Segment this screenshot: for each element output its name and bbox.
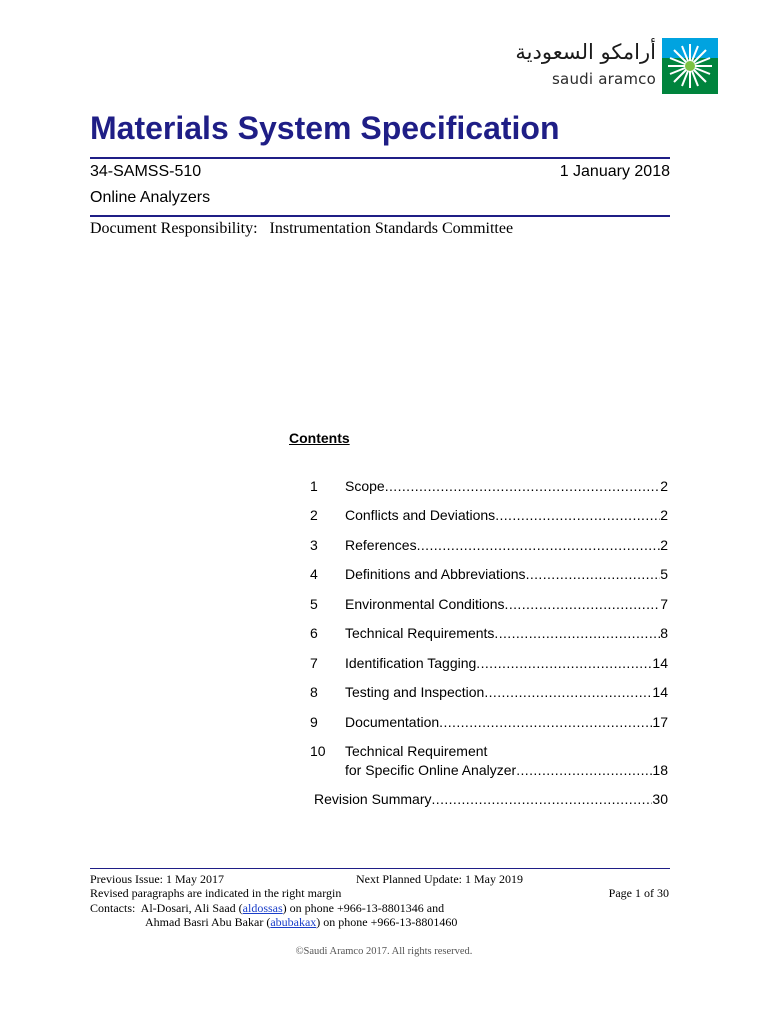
saudi-aramco-logo [515, 38, 718, 96]
toc-number: 4 [310, 566, 318, 582]
previous-issue: Previous Issue: 1 May 2017 [90, 872, 224, 886]
title-rule [90, 157, 670, 159]
footer-rule [90, 868, 670, 869]
toc-number: 7 [310, 655, 318, 671]
responsibility-value: Instrumentation Standards Committee [269, 220, 514, 237]
toc-title: Technical Requirement [345, 743, 488, 759]
next-planned-update: Next Planned Update: 1 May 2019 [356, 872, 523, 886]
toc-page: 2 [660, 537, 668, 553]
toc-page: 2 [660, 507, 668, 523]
toc-page: 14 [652, 655, 668, 671]
toc-number: 1 [310, 478, 318, 494]
contact-line-2: Ahmad Basri Abu Bakar (abubakax) on phone +966-13-8801460 [145, 915, 458, 929]
toc-title: Conflicts and Deviations [345, 507, 496, 523]
toc-page: 7 [660, 596, 668, 612]
toc-page: 14 [652, 684, 668, 700]
toc-number: 6 [310, 625, 318, 641]
toc-page: 30 [652, 791, 668, 807]
toc-page: 5 [660, 566, 668, 582]
document-title: Materials System Specification [90, 110, 560, 146]
toc-title: Technical Requirements [345, 625, 495, 641]
toc-title-continued: for Specific Online Analyzer [345, 762, 517, 778]
contents-heading: Contents [289, 430, 350, 446]
toc-number: 5 [310, 596, 318, 612]
toc-title: Testing and Inspection [345, 684, 485, 700]
toc-page: 18 [652, 762, 668, 778]
toc-title: Identification Tagging [345, 655, 477, 671]
toc-title: Definitions and Abbreviations [345, 566, 526, 582]
toc-page: 2 [660, 478, 668, 494]
document-responsibility [90, 220, 513, 238]
toc-page: 17 [652, 714, 668, 730]
document-date: 1 January 2018 [559, 163, 670, 180]
toc-title: Environmental Conditions [345, 596, 505, 612]
toc-item[interactable] [310, 742, 668, 780]
document-number: 34-SAMSS-510 [90, 163, 202, 180]
contact-link-abubakax[interactable]: abubakax [270, 915, 317, 929]
revised-note: Revised paragraphs are indicated in the right margin [90, 886, 342, 900]
page-number: Page 1 of 30 [608, 886, 669, 900]
copyright: ©Saudi Aramco 2017. All rights reserved. [295, 946, 473, 957]
toc-number: 8 [310, 684, 318, 700]
contacts-label: Contacts: [90, 901, 136, 915]
toc-title: Revision Summary [314, 791, 432, 807]
toc-number: 3 [310, 537, 318, 553]
toc-title: Scope [345, 478, 385, 494]
contact-link-aldossas[interactable]: aldossas [242, 901, 283, 915]
toc-title: References [345, 537, 417, 553]
logo-english-text: saudi aramco [552, 70, 656, 88]
responsibility-label: Document Responsibility: [90, 220, 258, 237]
contact-line-1: Contacts: Al-Dosari, Ali Saad (aldossas) on phone +966-13-8801346 and [90, 901, 445, 915]
toc-number: 10 [310, 743, 326, 759]
subject-rule [90, 215, 670, 217]
toc-number: 2 [310, 507, 318, 523]
aramco-star-icon [662, 38, 718, 94]
document-subject: Online Analyzers [90, 189, 211, 206]
toc-title: Documentation [345, 714, 440, 730]
toc-number: 9 [310, 714, 318, 730]
logo-arabic-text: أرامكو السعودية [515, 40, 656, 64]
toc-page: 8 [660, 625, 668, 641]
